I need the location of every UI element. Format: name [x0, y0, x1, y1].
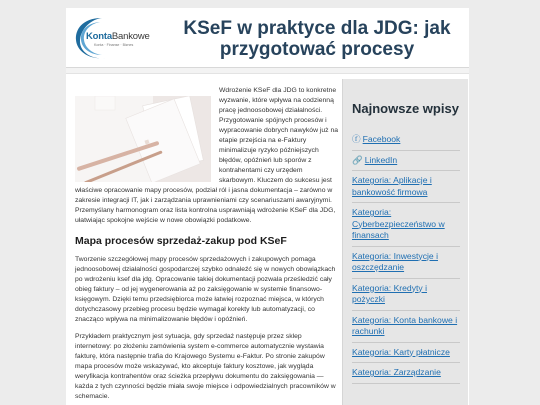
- section-heading: Mapa procesów sprzedaż-zakup pod KSeF: [75, 235, 287, 247]
- sidebar-link-category[interactable]: Kategoria: Aplikacje i bankowość firmowa: [352, 171, 460, 203]
- hero-image: [75, 96, 211, 182]
- sidebar-link-category[interactable]: Kategoria: Cyberbezpieczeństwo w finansach: [352, 203, 460, 247]
- article-content: [75, 86, 338, 405]
- article-paragraph: Tworzenie szczegółowej mapy procesów sprzedażowych i zakupowych pomaga jednoosobowej działalności gospodarczej szybko odnaleźć się w nowych obowiązkach po wdrożeniu ksef dla jdg. Opracowanie takiej dokumentacji pozwala prześledzić cały obieg faktury – od jej wygenerowania aż po zaksięgowanie w systemie finansowo-księgowym. Dzięki temu przedsiębiorca może łatwiej rozpoznać miejsca, w których dotychczasowy przebieg procesu będzie wymagał korekty lub automatyzacji, co znacząco wpływa na minimalizowanie błędów i opóźnień.: [75, 256, 336, 323]
- sidebar-link-category[interactable]: Kategoria: Konta bankowe i rachunki: [352, 311, 460, 343]
- sidebar-list: [343, 130, 468, 384]
- article-intro: Wdrożenie KSeF dla JDG to konkretne wyzwanie, które wpływa na codzienną pracę jednoosobowej działalności. Przygotowanie spójnych procesów i wypracowanie dobrych nawyków już na etapie przejścia na e-Faktury minimalizuje ryzyko późniejszych błędów, opóźnień lub sporów z kontrahentami czy urzędem skarbowym. Kluczem do sukcesu jest właściwe opracowanie mapy procesów, podział ról i jasna dokumentacja – zarówno w zakresie integracji IT, jak i zarządzania uprawnieniami czy scenariuszami awaryjnymi. Przemyślany harmonogram oraz lista kontrolna usprawniają wdrożenie KSeF dla JDG, ułatwiając spokojne wejście w nowe obowiązki podatkowe.: [75, 87, 339, 224]
- sidebar-link-category[interactable]: Kategoria: Karty płatnicze: [352, 343, 460, 364]
- sidebar-link-linkedin[interactable]: 🔗 LinkedIn: [352, 151, 460, 172]
- desk-photo-illustration: [75, 96, 211, 182]
- sidebar-heading: Najnowsze wpisy: [352, 101, 459, 116]
- sidebar: [342, 79, 468, 405]
- article-paragraph: Przykładem praktycznym jest sytuacja, gdy sprzedaż następuje przez sklep internetowy: po złożeniu zamówienia system e-commerce automatycznie wystawia fakturę, która następnie trafia do Krajowego Systemu e-Faktur. Po stronie zakupów mapa procesów może wskazywać, kto akceptuje faktury kosztowe, jak wygląda weryfikacja kontrahentów oraz ścieżka przepływu dokumentu do zaksięgowania — każda z tych czynności będzie miała swoje miejsce i odpowiedzialnych pracowników w schemacie.: [75, 333, 336, 400]
- page-title: KSeF w praktyce dla JDG: jak przygotować procesy: [183, 18, 451, 60]
- site-header: [66, 8, 469, 68]
- logo-wordmark: KontaBankowe: [86, 31, 150, 42]
- site-logo[interactable]: [72, 14, 150, 62]
- logo-tagline: Konta · Finanse · Biznes: [94, 43, 134, 47]
- sidebar-link-category[interactable]: Kategoria: Inwestycje i oszczędzanie: [352, 247, 460, 279]
- link-icon: 🔗: [352, 154, 363, 165]
- sidebar-link-facebook[interactable]: ⓕ Facebook: [352, 130, 460, 151]
- facebook-icon: ⓕ: [352, 134, 361, 144]
- sidebar-link-category[interactable]: Kategoria: Zarządzanie: [352, 363, 460, 384]
- nav-band: [66, 68, 469, 74]
- sidebar-link-category[interactable]: Kategoria: Kredyty i pożyczki: [352, 279, 460, 311]
- page: [66, 8, 469, 405]
